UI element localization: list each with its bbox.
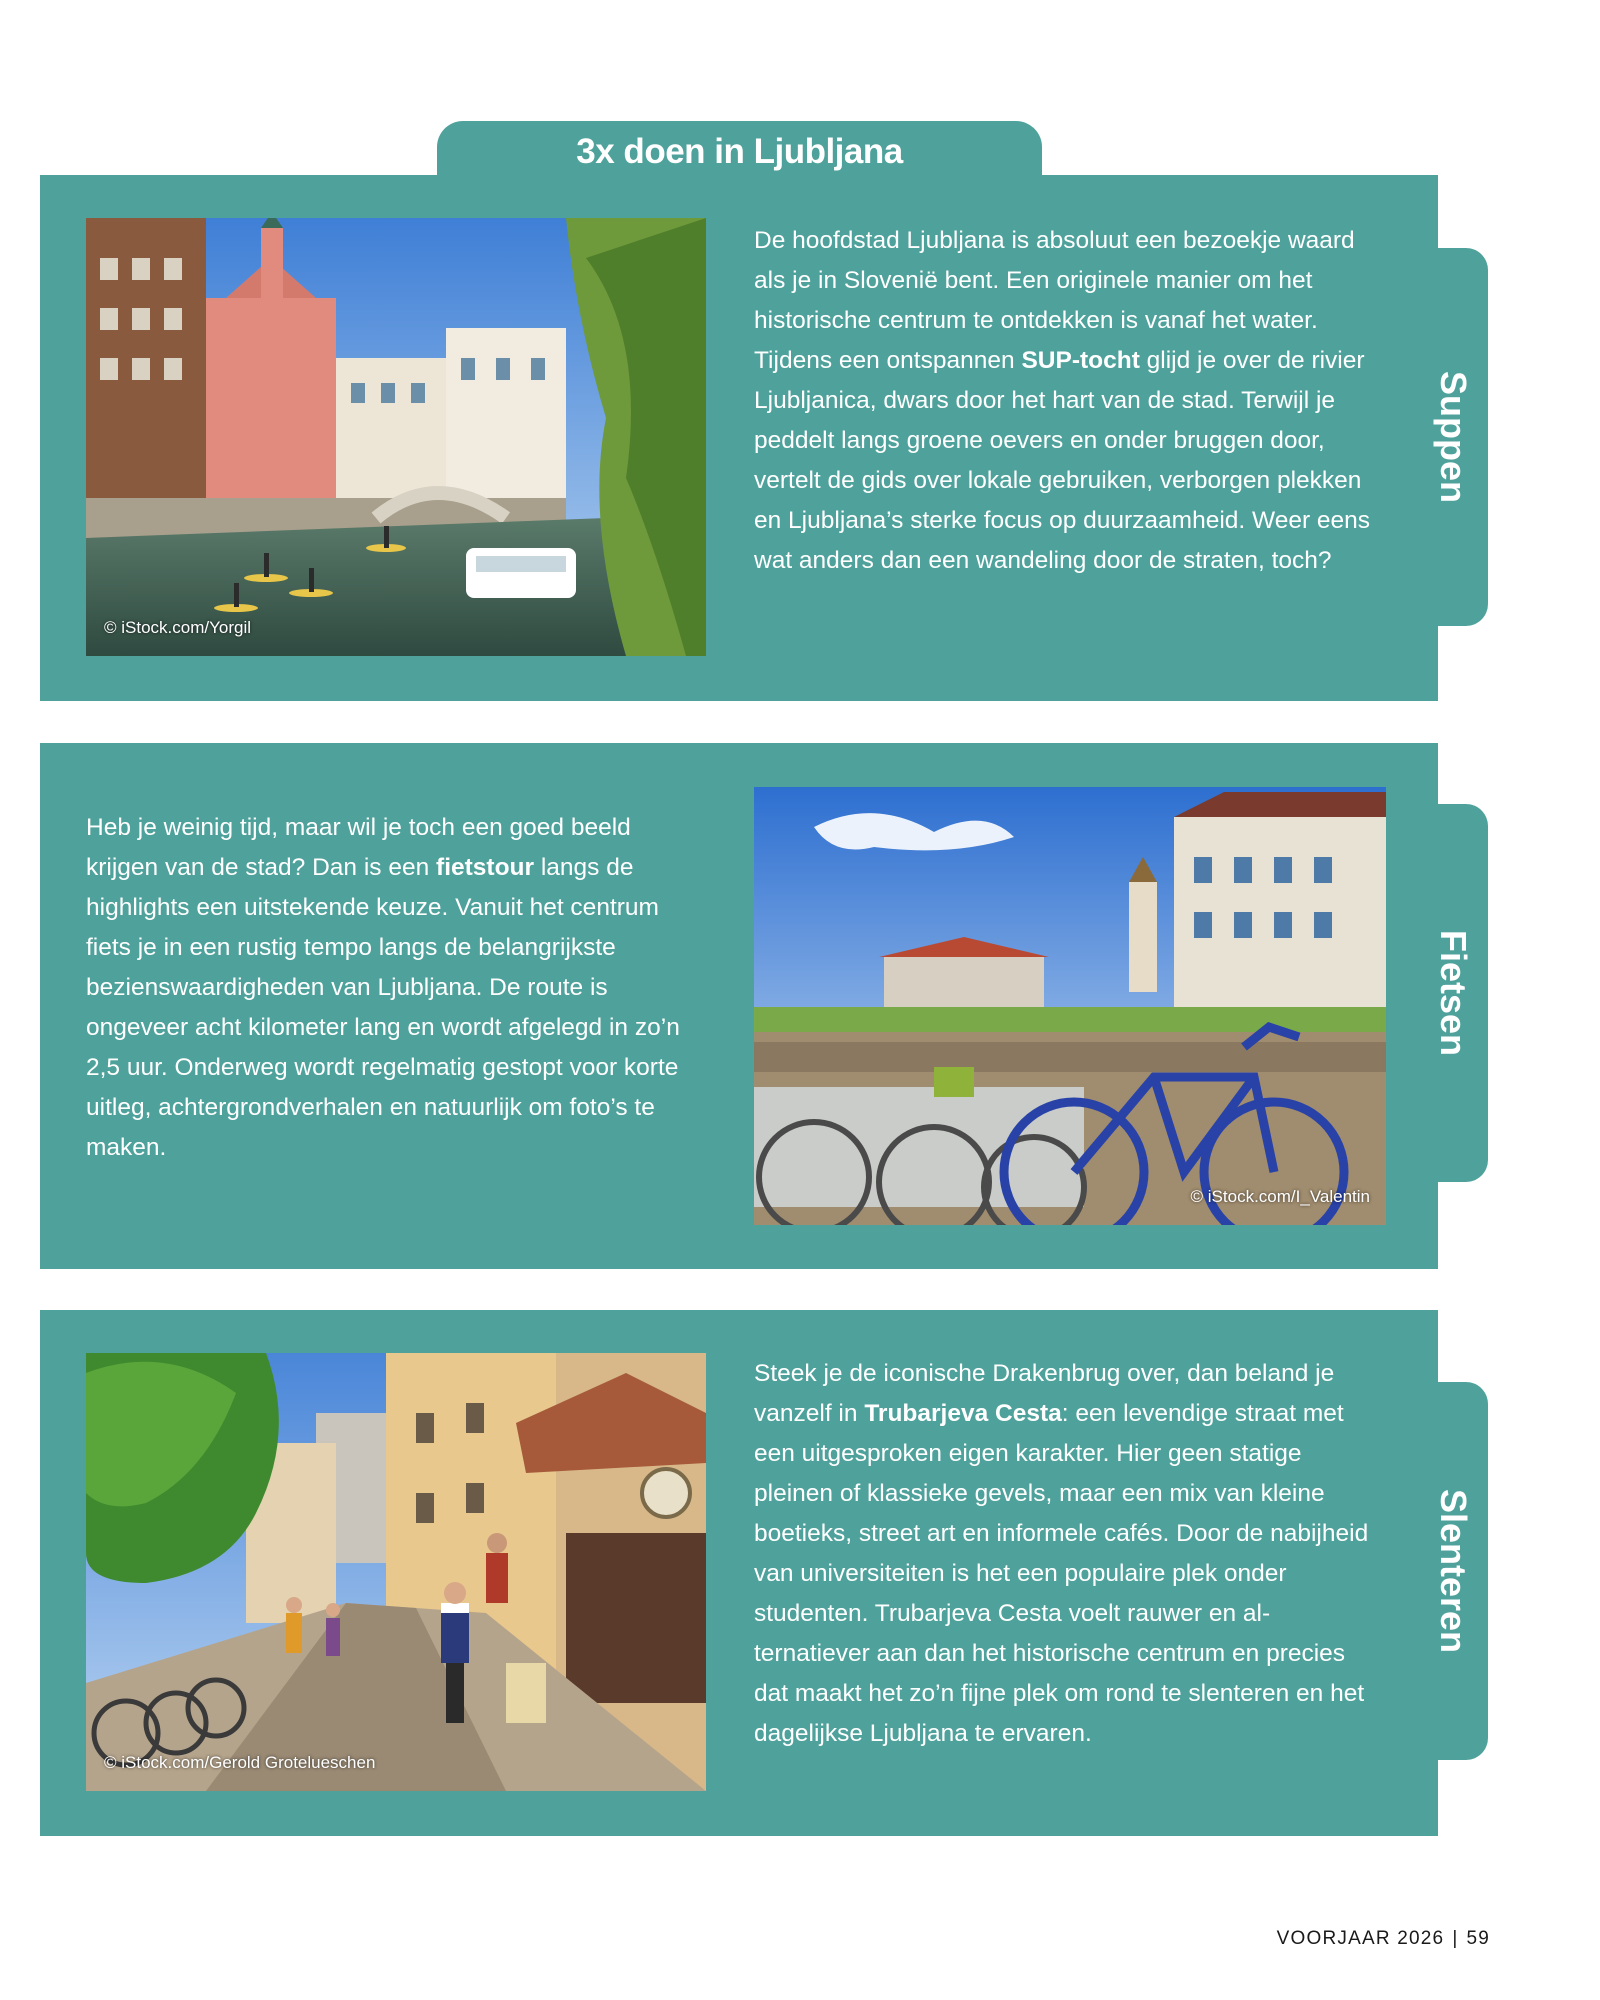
section-title-tab xyxy=(437,121,1042,183)
side-tab-fietsen xyxy=(1418,804,1488,1182)
page-number: 59 xyxy=(1466,1928,1490,1949)
body-text-fietsen: Heb je weinig tijd, maar wil je toch een goed beeld krijgen van de stad? Dan is een fietstour langs de highlights een uitstekende keuze. Vanuit het centrum fiets je in een rustig tempo langs de belangrijkste bezienswaardigheden van Ljubljana. De route is ongeveer acht kilometer lang en wordt afgelegd in zo’n 2,5 uur. Onderweg wordt regelmatig gestopt voor korte uitleg, achtergrondverhalen en natuurlijk om foto’s te maken. xyxy=(86,814,680,1161)
side-tab-label: Fietsen xyxy=(1433,929,1474,1057)
footer-separator: | xyxy=(1452,1928,1459,1949)
side-tab-label: Suppen xyxy=(1433,371,1474,503)
side-tab-label: Slenteren xyxy=(1433,1488,1474,1654)
footer-season: VOORJAAR 2026 xyxy=(1276,1928,1445,1949)
side-tab-slenteren xyxy=(1418,1382,1488,1760)
body-text-slenteren: Steek je de iconische Drakenbrug over, dan beland je vanzelf in Trubarjeva Cesta: een levendige straat met een uitgesproken eigen karakter. Hier geen statige pleinen of klassieke gevels, maar een mix van kleine boetieks, street art en informele cafés. Door de nabijheid van universiteiten is het een populaire plek onder studenten. Trubarjeva Cesta voelt rauwer en alternatiever aan dan het historische centrum en precies dat maakt het zo’n fijne plek om rond te slenteren en het dagelijkse Ljubljana te ervaren. xyxy=(754,1360,1369,1747)
photo-street xyxy=(86,1353,706,1791)
section-title: 3x doen in Ljubljana xyxy=(576,132,903,171)
side-tab-suppen xyxy=(1418,248,1488,626)
photo-credit: © iStock.com/Yorgil xyxy=(104,618,252,637)
page-footer xyxy=(1277,1928,1490,1950)
photo-credit: © iStock.com/I_Valentin xyxy=(1190,1187,1370,1206)
photo-bicycles xyxy=(754,787,1386,1225)
photo-river-sup xyxy=(86,218,706,656)
body-text-suppen: De hoofdstad Ljubljana is absoluut een bezoekje waard als je in Slovenië bent. Een originele manier om het historische centrum te ontdekken is vanaf het water. Tijdens een ontspannen SUP-tocht glijd je over de rivier Ljubljanica, dwars door het hart van de stad. Terwijl je peddelt langs groene oevers en onder bruggen door, vertelt de gids over lokale gebruiken, verborgen plekken en Ljubljana’s sterke focus op duurzaamheid. Weer eens wat anders dan een wandeling door de straten, toch? xyxy=(754,227,1371,574)
photo-credit: © iStock.com/Gerold Grotelueschen xyxy=(104,1753,376,1772)
